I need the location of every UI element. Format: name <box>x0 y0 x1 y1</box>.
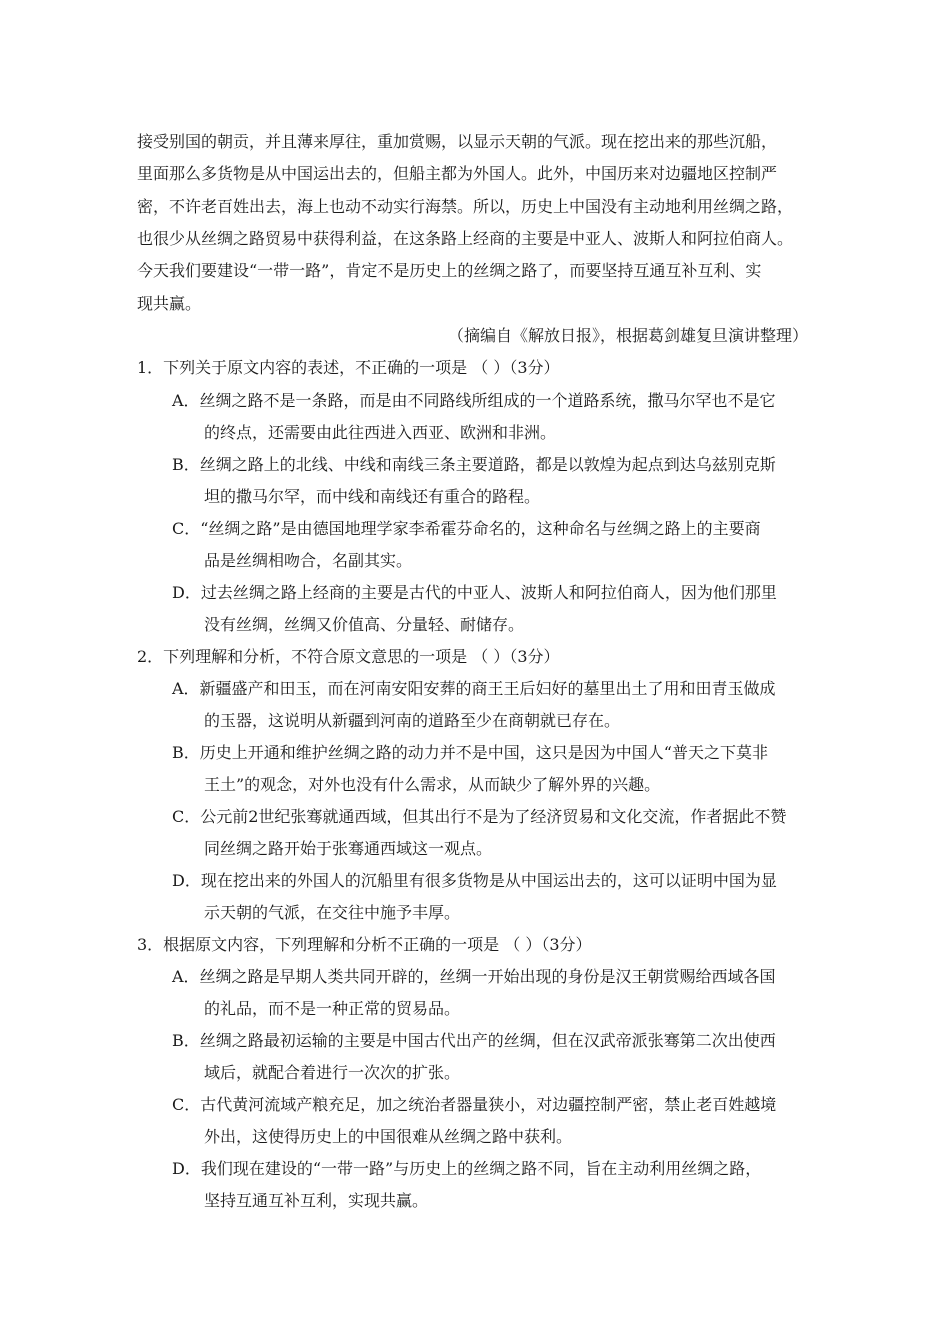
option-d: D．我们现在建设的“一带一路”与历史上的丝绸之路不同，旨在主动利用丝绸之路， <box>172 1159 762 1178</box>
passage-line: 现共赢。 <box>137 294 202 313</box>
option-b: B．丝绸之路上的北线、中线和南线三条主要道路，都是以敦煌为起点到达乌兹别克斯 <box>172 455 776 474</box>
option-d: D．现在挖出来的外国人的沉船里有很多货物是从中国运出去的，这可以证明中国为显 <box>172 871 777 890</box>
option-c: C．公元前2世纪张骞就通西域，但其出行不是为了经济贸易和文化交流，作者据此不赞 <box>172 807 787 826</box>
option-a-cont: 的礼品，而不是一种正常的贸易品。 <box>204 999 461 1018</box>
option-d-cont: 坚持互通互补互利，实现共赢。 <box>204 1191 429 1210</box>
option-c-cont: 品是丝绸相吻合，名副其实。 <box>204 551 413 570</box>
option-b-cont: 域后，就配合着进行一次次的扩张。 <box>204 1063 461 1082</box>
option-d: D．过去丝绸之路上经商的主要是古代的中亚人、波斯人和阿拉伯商人，因为他们那里 <box>172 583 777 602</box>
passage-line: 今天我们要建设“一带一路”，肯定不是历史上的丝绸之路了，而要坚持互通互补互利、实 <box>137 261 762 280</box>
option-c: C．古代黄河流域产粮充足，加之统治者器量狭小，对边疆控制严密，禁止老百姓越境 <box>172 1095 777 1114</box>
option-c-cont: 外出，这使得历史上的中国很难从丝绸之路中获利。 <box>204 1127 573 1146</box>
question-stem: 2．下列理解和分析，不符合原文意思的一项是 （ ）（3分） <box>137 647 560 666</box>
option-b: B．历史上开通和维护丝绸之路的动力并不是中国，这只是因为中国人“普天之下莫非 <box>172 743 768 762</box>
question-stem: 3．根据原文内容，下列理解和分析不正确的一项是 （ ）（3分） <box>137 935 592 954</box>
option-c: C．“丝绸之路”是由德国地理学家李希霍芬命名的，这种命名与丝绸之路上的主要商 <box>172 519 761 538</box>
passage-line: 密，不许老百姓出去，海上也动不动实行海禁。所以，历史上中国没有主动地利用丝绸之路， <box>137 197 794 216</box>
option-b-cont: 坦的撒马尔罕，而中线和南线还有重合的路程。 <box>204 487 541 506</box>
option-b-cont: 王土”的观念，对外也没有什么需求，从而缺少了解外界的兴趣。 <box>204 775 661 794</box>
option-a: A．丝绸之路不是一条路，而是由不同路线所组成的一个道路系统，撒马尔罕也不是它 <box>172 391 776 410</box>
option-d-cont: 示天朝的气派，在交往中施予丰厚。 <box>204 903 461 922</box>
question-stem: 1．下列关于原文内容的表述，不正确的一项是 （ ）（3分） <box>137 358 560 377</box>
option-d-cont: 没有丝绸，丝绸又价值高、分量轻、耐储存。 <box>204 615 525 634</box>
option-b: B．丝绸之路最初运输的主要是中国古代出产的丝绸，但在汉武帝派张骞第二次出使西 <box>172 1031 776 1050</box>
passage-line: 接受别国的朝贡，并且薄来厚往，重加赏赐，以显示天朝的气派。现在挖出来的那些沉船， <box>137 132 778 151</box>
passage-line: 也很少从丝绸之路贸易中获得利益，在这条路上经商的主要是中亚人、波斯人和阿拉伯商人。 <box>137 229 794 248</box>
option-a-cont: 的终点，还需要由此往西进入西亚、欧洲和非洲。 <box>204 423 557 442</box>
option-a: A．丝绸之路是早期人类共同开辟的，丝绸一开始出现的身份是汉王朝赏赐给西域各国 <box>172 967 776 986</box>
option-a-cont: 的玉器，这说明从新疆到河南的道路至少在商朝就已存在。 <box>204 711 621 730</box>
passage-source: （摘编自《解放日报》，根据葛剑雄复旦演讲整理） <box>447 326 808 345</box>
option-c-cont: 同丝绸之路开始于张骞通西域这一观点。 <box>204 839 493 858</box>
passage-line: 里面那么多货物是从中国运出去的，但船主都为外国人。此外，中国历来对边疆地区控制严 <box>137 164 778 183</box>
option-a: A．新疆盛产和田玉，而在河南安阳安葬的商王王后妇好的墓里出土了用和田青玉做成 <box>172 679 776 698</box>
